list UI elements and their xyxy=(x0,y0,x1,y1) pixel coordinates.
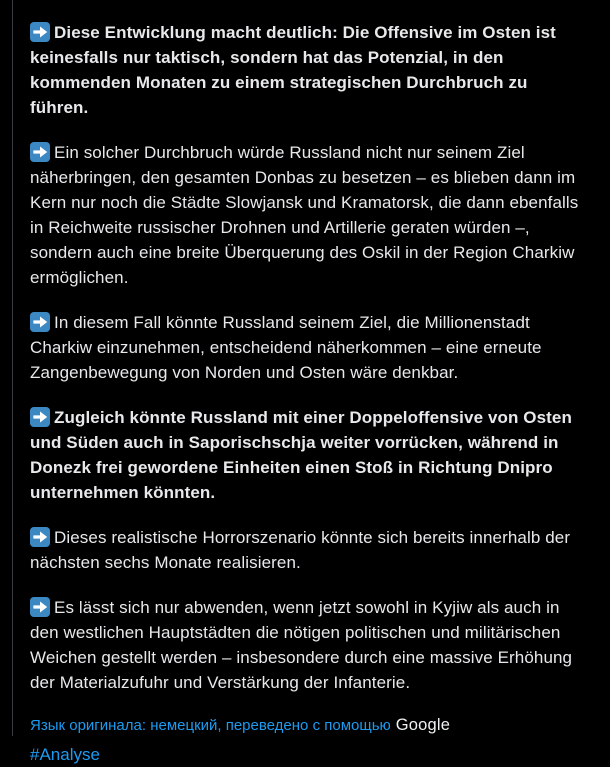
post-paragraph xyxy=(30,140,582,290)
arrow-right-icon xyxy=(30,597,50,617)
hashtag-row xyxy=(30,743,582,767)
google-logo: Google xyxy=(395,716,451,734)
arrow-right-icon xyxy=(30,407,50,427)
paragraph-text: Zugleich könnte Russland mit einer Doppeloffensive von Osten und Süden auch in Saporischschja weiter vorrücken, während in Donezk frei gewordene Einheiten einen Stoß in Richtung Dnipro unternehmen könnten. xyxy=(30,408,572,502)
left-divider-line xyxy=(12,0,13,736)
translation-note xyxy=(30,715,582,736)
arrow-right-icon xyxy=(30,142,50,162)
paragraph-text: Ein solcher Durchbruch würde Russland nicht nur seinem Ziel näherbringen, den gesamten Donbas zu besetzen – es blieben dann im Kern nur noch die Städte Slowjansk und Kramatorsk, die dann ebenfalls in Reichweite russischer Drohnen und Artillerie geraten würden –, sondern auch eine breite Überquerung des Oskil in der Region Charkiw ermöglichen. xyxy=(30,143,579,287)
post-paragraph xyxy=(30,525,582,575)
paragraph-text: Es lässt sich nur abwenden, wenn jetzt sowohl in Kyjiw als auch in den westlichen Hauptstädten die nötigen politischen und militärischen Weichen gestellt werden – insbesondere durch eine massive Erhöhung der Materialzufuhr und Verstärkung der Infanterie. xyxy=(30,598,573,692)
post-paragraph xyxy=(30,310,582,385)
arrow-right-icon xyxy=(30,312,50,332)
hashtag-link-analyse[interactable]: #Analyse xyxy=(30,745,100,764)
post-paragraph xyxy=(30,595,582,695)
post-text-block xyxy=(30,20,582,767)
paragraph-text: Dieses realistische Horrorszenario könnte sich bereits innerhalb der nächsten sechs Monate realisieren. xyxy=(30,528,571,572)
post-paragraph xyxy=(30,405,582,505)
paragraph-text: In diesem Fall könnte Russland seinem Ziel, die Millionenstadt Charkiw einzunehmen, entscheidend näherkommen – eine erneute Zangenbewegung von Norden und Osten wäre denkbar. xyxy=(30,313,542,382)
paragraph-text: Diese Entwicklung macht deutlich: Die Offensive im Osten ist keinesfalls nur taktisch, sondern hat das Potenzial, in den kommenden Monaten zu einem strategischen Durchbruch zu führen. xyxy=(30,23,556,117)
post-paragraph xyxy=(30,20,582,120)
arrow-right-icon xyxy=(30,527,50,547)
translation-note-label: Язык оригинала: немецкий, переведено с помощью xyxy=(30,717,391,734)
arrow-right-icon xyxy=(30,22,50,42)
